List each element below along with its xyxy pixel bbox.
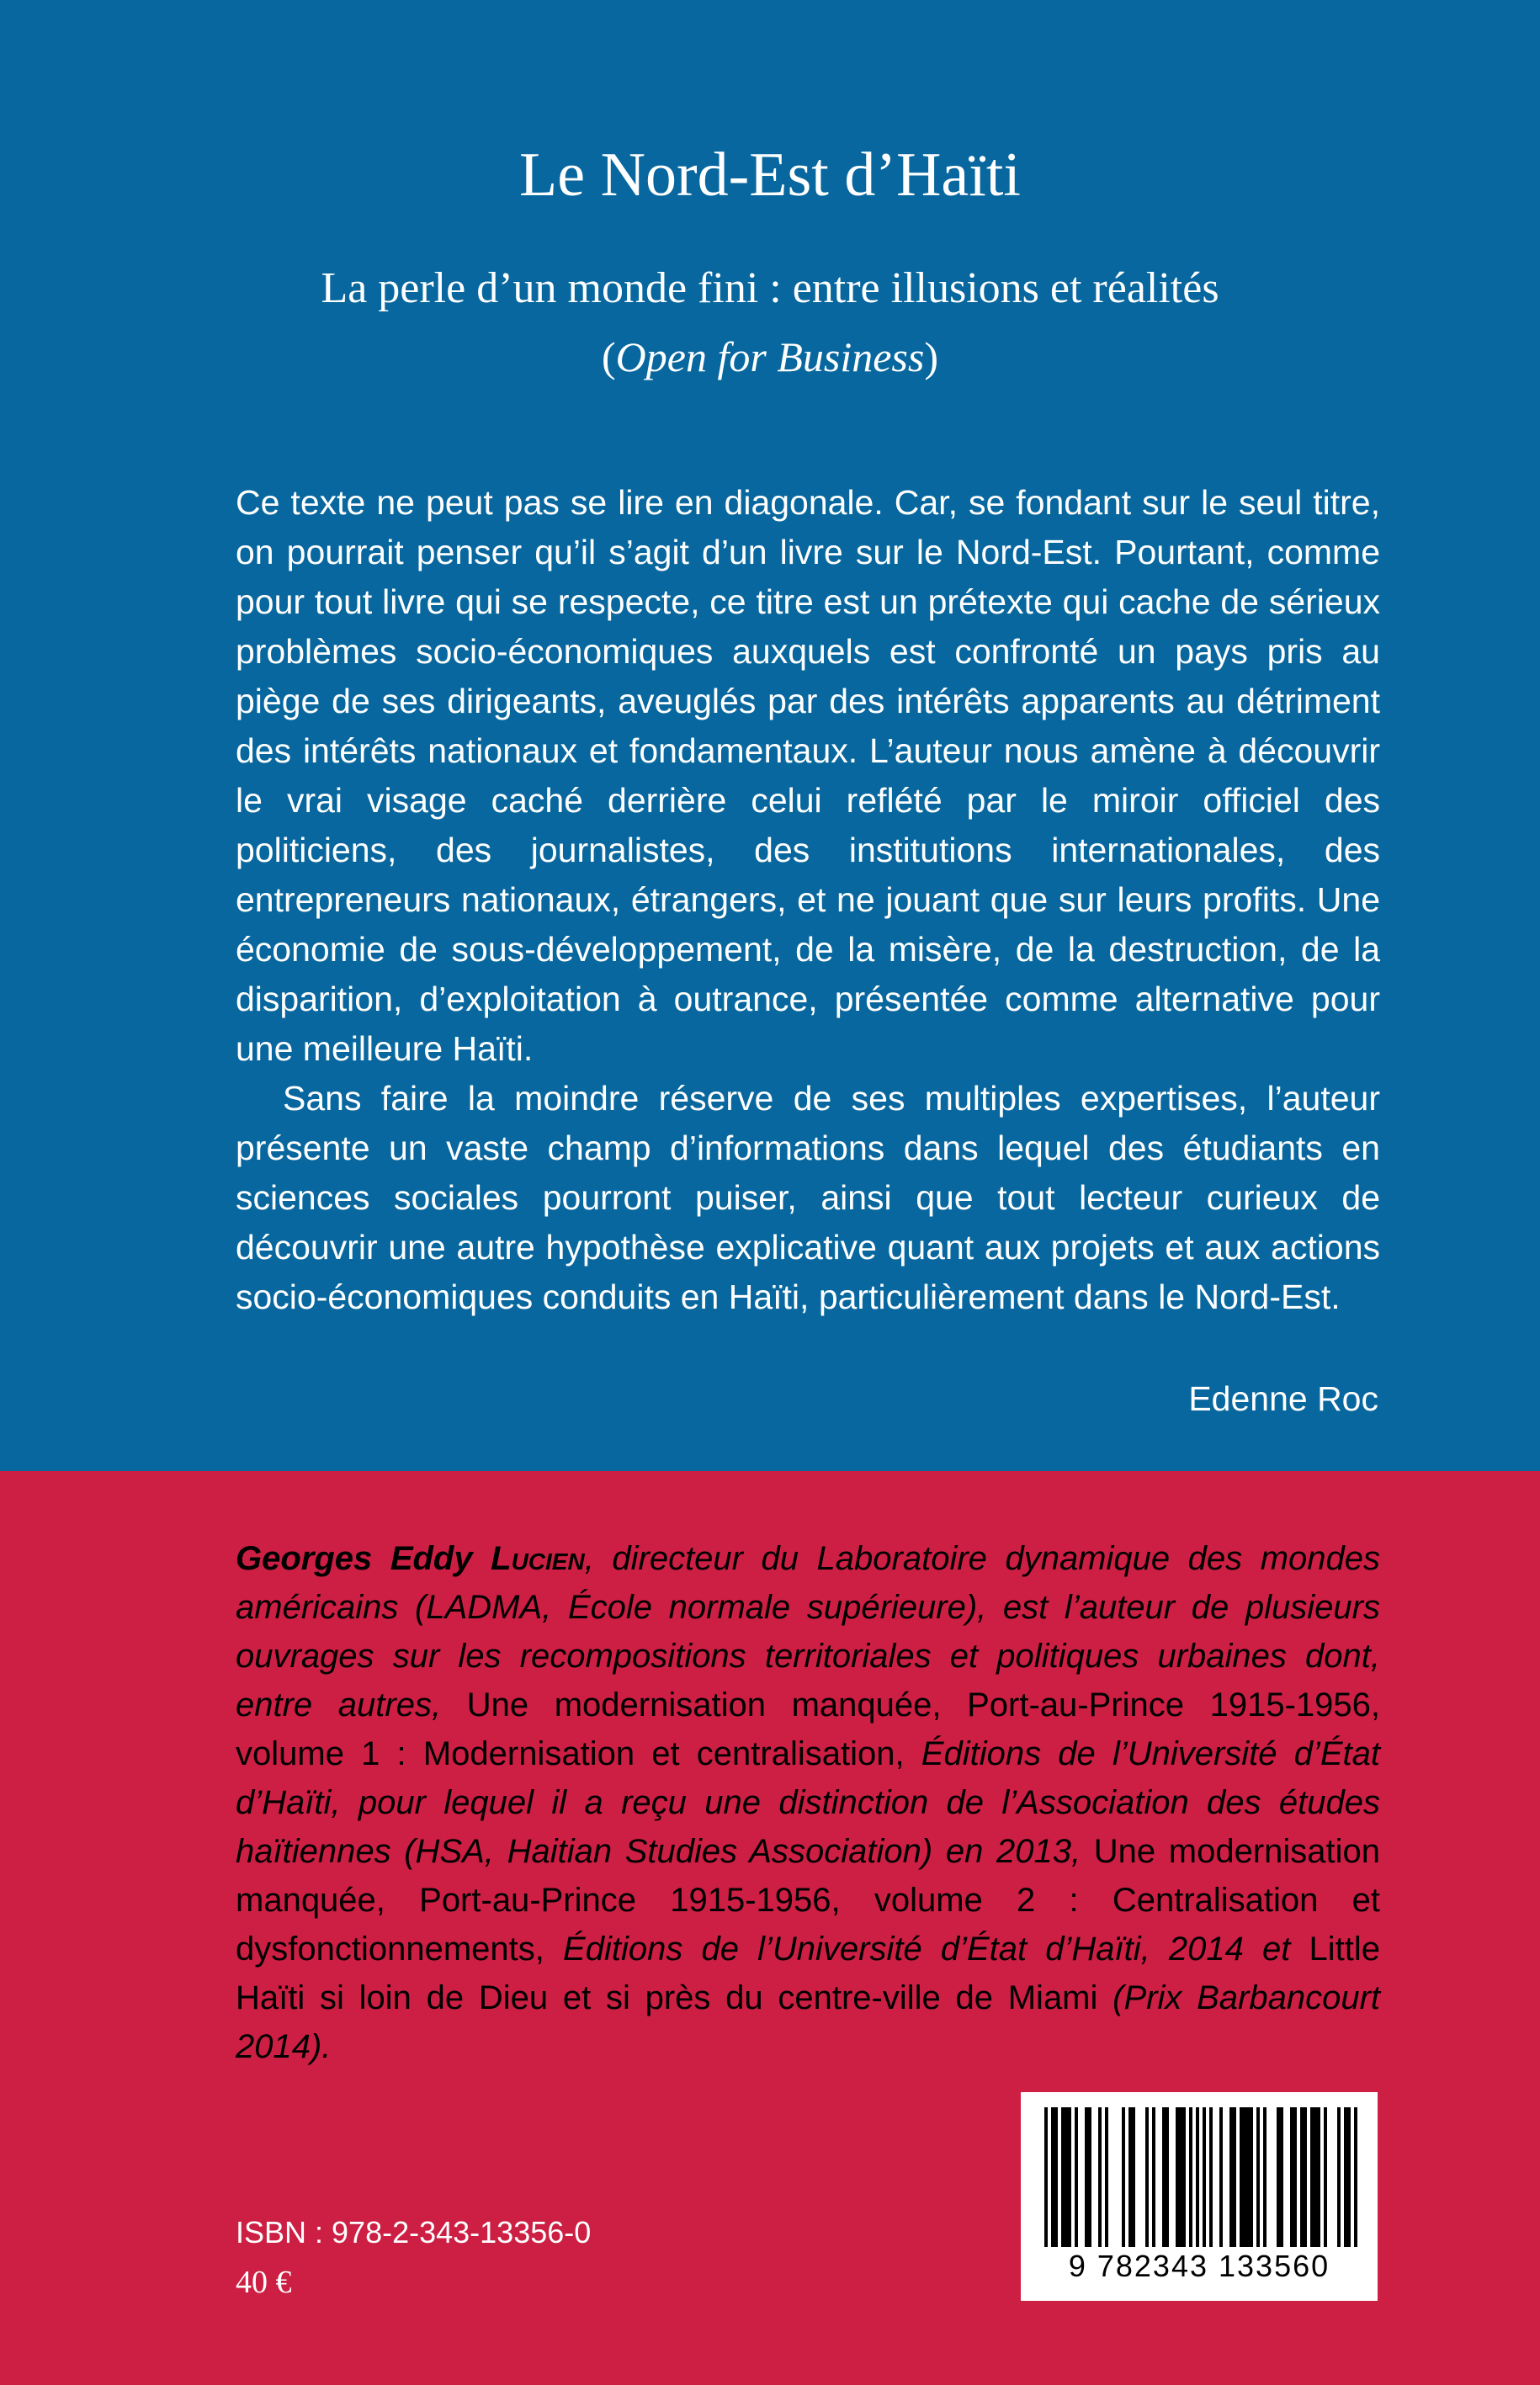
barcode-bar: [1176, 2107, 1186, 2247]
barcode-bar: [1075, 2107, 1078, 2247]
barcode-bar: [1061, 2107, 1071, 2247]
author-first-name: Georges Eddy: [236, 1540, 491, 1577]
isbn: ISBN : 978-2-343-13356-0: [236, 2215, 592, 2250]
barcode-bar: [1219, 2107, 1223, 2247]
book-subtitle: La perle d’un monde fini : entre illusions et réalités: [321, 264, 1219, 312]
bio-segment-3: Éditions de l’Université d’État d’Haïti, 2014 et: [544, 1931, 1291, 1968]
book-title: Le Nord-Est d’Haïti: [519, 141, 1021, 210]
bio-segment-2: Éditions de l’Université d’État d’Haïti, pour lequel il a reçu une distinction de l’Association des études haïtiennes (HSA, Haitian Studies Association) en 2013,: [236, 1735, 1381, 1870]
barcode-bar: [1310, 2107, 1320, 2247]
barcode-bar: [1145, 2107, 1149, 2247]
author-last-name: Lucien: [491, 1540, 585, 1577]
blurb-paragraph-1: Ce texte ne peut pas se lire en diagonale. Car, se fondant sur le seul titre, on pourrait penser qu’il s’agit d’un livre sur le Nord-Est. Pourtant, comme pour tout livre qui se respecte, ce titre est un prétexte qui cache de sérieux problèmes socio-économiques auxquels est confronté un pays pris au piège de ses dirigeants, aveuglés par des intérêts apparents au détriment des intérêts nationaux et fondamentaux. L’auteur nous amène à découvrir le vrai visage caché derrière celui reflété par le miroir officiel des politiciens, des journalistes, des institutions internationales, des entrepreneurs nationaux, étrangers, et ne jouant que sur leurs profits. Une économie de sous-développement, de la misère, de la destruction, de la disparition, d’exploitation à outrance, présentée comme alternative pour une meilleure Haïti.: [236, 483, 1380, 1068]
barcode-bar: [1196, 2107, 1199, 2247]
barcode-bar: [1098, 2107, 1102, 2247]
barcode-bar: [1277, 2107, 1283, 2247]
bio-segment-4: (Prix Barbancourt 2014).: [236, 1979, 1381, 2065]
subtitle-close-paren: ): [924, 333, 938, 380]
barcode-bar: [1337, 2107, 1341, 2247]
barcode-bar: [1162, 2107, 1169, 2247]
book-subtitle-english: [0, 332, 1540, 382]
barcode-bars: [1039, 2107, 1359, 2247]
blurb-signature: Edenne Roc: [1188, 1379, 1378, 1418]
bio-book-title-1: Une modernisation manquée, Port-au-Prince 1915-1956, volume 1 : Modernisation et centralisation,: [236, 1686, 1380, 1772]
subtitle-english-text: Open for Business: [615, 333, 925, 380]
barcode-bar: [1344, 2107, 1351, 2247]
barcode-bar: [1203, 2107, 1206, 2247]
blurb-paragraph-2: Sans faire la moindre réserve de ses multiples expertises, l’auteur présente un vaste champ d’informations dans lequel des étudiants en sciences sociales pourront puiser, ainsi que tout lecteur curieux de découvrir une autre hypothèse explicative quant aux projets et aux actions socio-économiques conduits en Haïti, particulièrement dans le Nord-Est.: [236, 1079, 1380, 1316]
barcode-bar: [1051, 2107, 1058, 2247]
barcode-bar: [1263, 2107, 1267, 2247]
barcode-bar: [1256, 2107, 1260, 2247]
bio-segment-1: , directeur du Laboratoire dynamique des mondes américains (LADMA, École normale supérieure), est l’auteur de plusieurs ouvrages sur les recompositions territoriales et politiques urbaines dont, entre autres,: [236, 1540, 1380, 1724]
bio-book-title-3: Little Haïti si loin de Dieu et si près du centre-ville de Miami: [236, 1931, 1380, 2016]
barcode-bar: [1105, 2107, 1108, 2247]
barcode-bar: [1229, 2107, 1236, 2247]
barcode-bar: [1044, 2107, 1048, 2247]
author-bio: [236, 1534, 1380, 2071]
barcode-bar: [1290, 2107, 1297, 2247]
barcode-bar: [1354, 2107, 1357, 2247]
blurb-text: [236, 478, 1380, 1322]
barcode-bar: [1122, 2107, 1125, 2247]
barcode-bar: [1300, 2107, 1307, 2247]
barcode-bar: [1189, 2107, 1192, 2247]
bio-book-title-2: Une modernisation manquée, Port-au-Prince 1915-1956, volume 2 : Centralisation et dysfonctionnements,: [236, 1833, 1381, 1968]
barcode-bar: [1085, 2107, 1091, 2247]
barcode: [1021, 2092, 1378, 2301]
subtitle-open-paren: (: [602, 333, 616, 380]
barcode-bar: [1324, 2107, 1327, 2247]
price: 40 €: [236, 2265, 292, 2300]
barcode-bar: [1152, 2107, 1155, 2247]
barcode-bar: [1209, 2107, 1213, 2247]
barcode-bar: [1240, 2107, 1253, 2247]
barcode-bar: [1128, 2107, 1135, 2247]
barcode-digits: 9 782343 133560: [1068, 2249, 1330, 2283]
